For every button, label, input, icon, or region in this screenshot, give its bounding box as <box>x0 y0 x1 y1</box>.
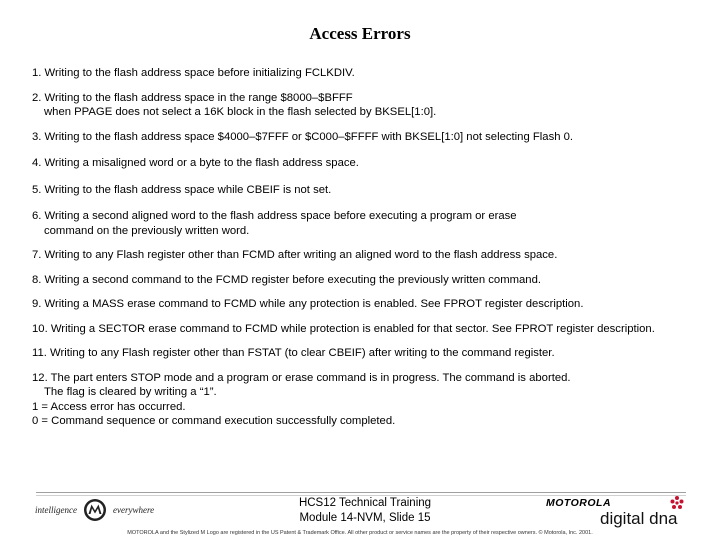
item-line: when PPAGE does not select a 16K block in the flash selected by BKSEL[1:0]. <box>44 106 437 118</box>
slide-title: Access Errors <box>309 24 411 43</box>
list-item <box>32 322 712 337</box>
list-item <box>32 130 712 145</box>
list-item <box>32 209 712 238</box>
item-line: 1. Writing to the flash address space before initializing FCLKDIV. <box>32 67 355 79</box>
course-title: HCS12 Technical Training <box>298 497 432 509</box>
item-line: 8. Writing a second command to the FCMD register before executing the previously written command. <box>32 273 542 286</box>
note-line: 1 = Access error has occurred. <box>32 400 186 413</box>
footer-course-info <box>250 496 480 526</box>
intelligence-everywhere-logo <box>35 498 154 522</box>
list-item <box>32 156 712 171</box>
list-item <box>32 248 712 263</box>
tagline-left: intelligence <box>35 505 77 515</box>
digital-dna-wordmark: digital dna <box>600 509 678 528</box>
list-item <box>32 183 712 198</box>
item-line: 4. Writing a misaligned word or a byte to the flash address space. <box>32 157 359 169</box>
list-item <box>32 297 712 312</box>
item-line: command on the previously written word. <box>44 224 250 237</box>
list-item <box>32 66 712 81</box>
footer-divider <box>36 492 686 493</box>
list-item <box>32 91 712 120</box>
item-line: 6. Writing a second aligned word to the flash address space before executing a program or erase <box>32 210 517 222</box>
note-line: 0 = Command sequence or command execution successfully completed. <box>32 415 396 427</box>
item-line: 2. Writing to the flash address space in the range $8000–$BFFF <box>32 91 353 104</box>
item-line: 10. Writing a SECTOR erase command to FCMD while protection is enabled for that sector. See FPROT register description. <box>32 322 655 335</box>
item-line: The flag is cleared by writing a “1”. <box>44 386 217 398</box>
item-line: 3. Writing to the flash address space $4000–$7FFF or $C000–$FFFF with BKSEL[1:0] not selecting Flash 0. <box>32 130 574 143</box>
item-line: 12. The part enters STOP mode and a program or erase command is in progress. The command is aborted. <box>32 371 571 384</box>
item-line: 11. Writing to any Flash register other than FSTAT (to clear CBEIF) after writing to the command register. <box>32 347 555 359</box>
motorola-m-icon <box>83 498 107 522</box>
motorola-wordmark: MOTOROLA <box>546 497 612 509</box>
item-line: 9. Writing a MASS erase command to FCMD while any protection is enabled. See FPROT register description. <box>32 298 584 310</box>
list-item <box>32 273 712 288</box>
tagline-right: everywhere <box>112 505 155 515</box>
slide-number: Module 14-NVM, Slide 15 <box>299 512 431 524</box>
digital-dna-flower-icon <box>669 495 685 511</box>
list-item <box>32 346 712 361</box>
error-list <box>32 66 712 429</box>
legal-notice: MOTOROLA and the Stylized M Logo are registered in the US Patent & Trademark Office. All other product or service names are the property of their respective owners. © Motorola, Inc. 2001. <box>127 530 593 536</box>
item-line: 7. Writing to any Flash register other than FCMD after writing an aligned word to the flash address space. <box>32 249 558 261</box>
list-item <box>32 371 712 429</box>
item-line: 5. Writing to the flash address space while CBEIF is not set. <box>32 183 332 196</box>
